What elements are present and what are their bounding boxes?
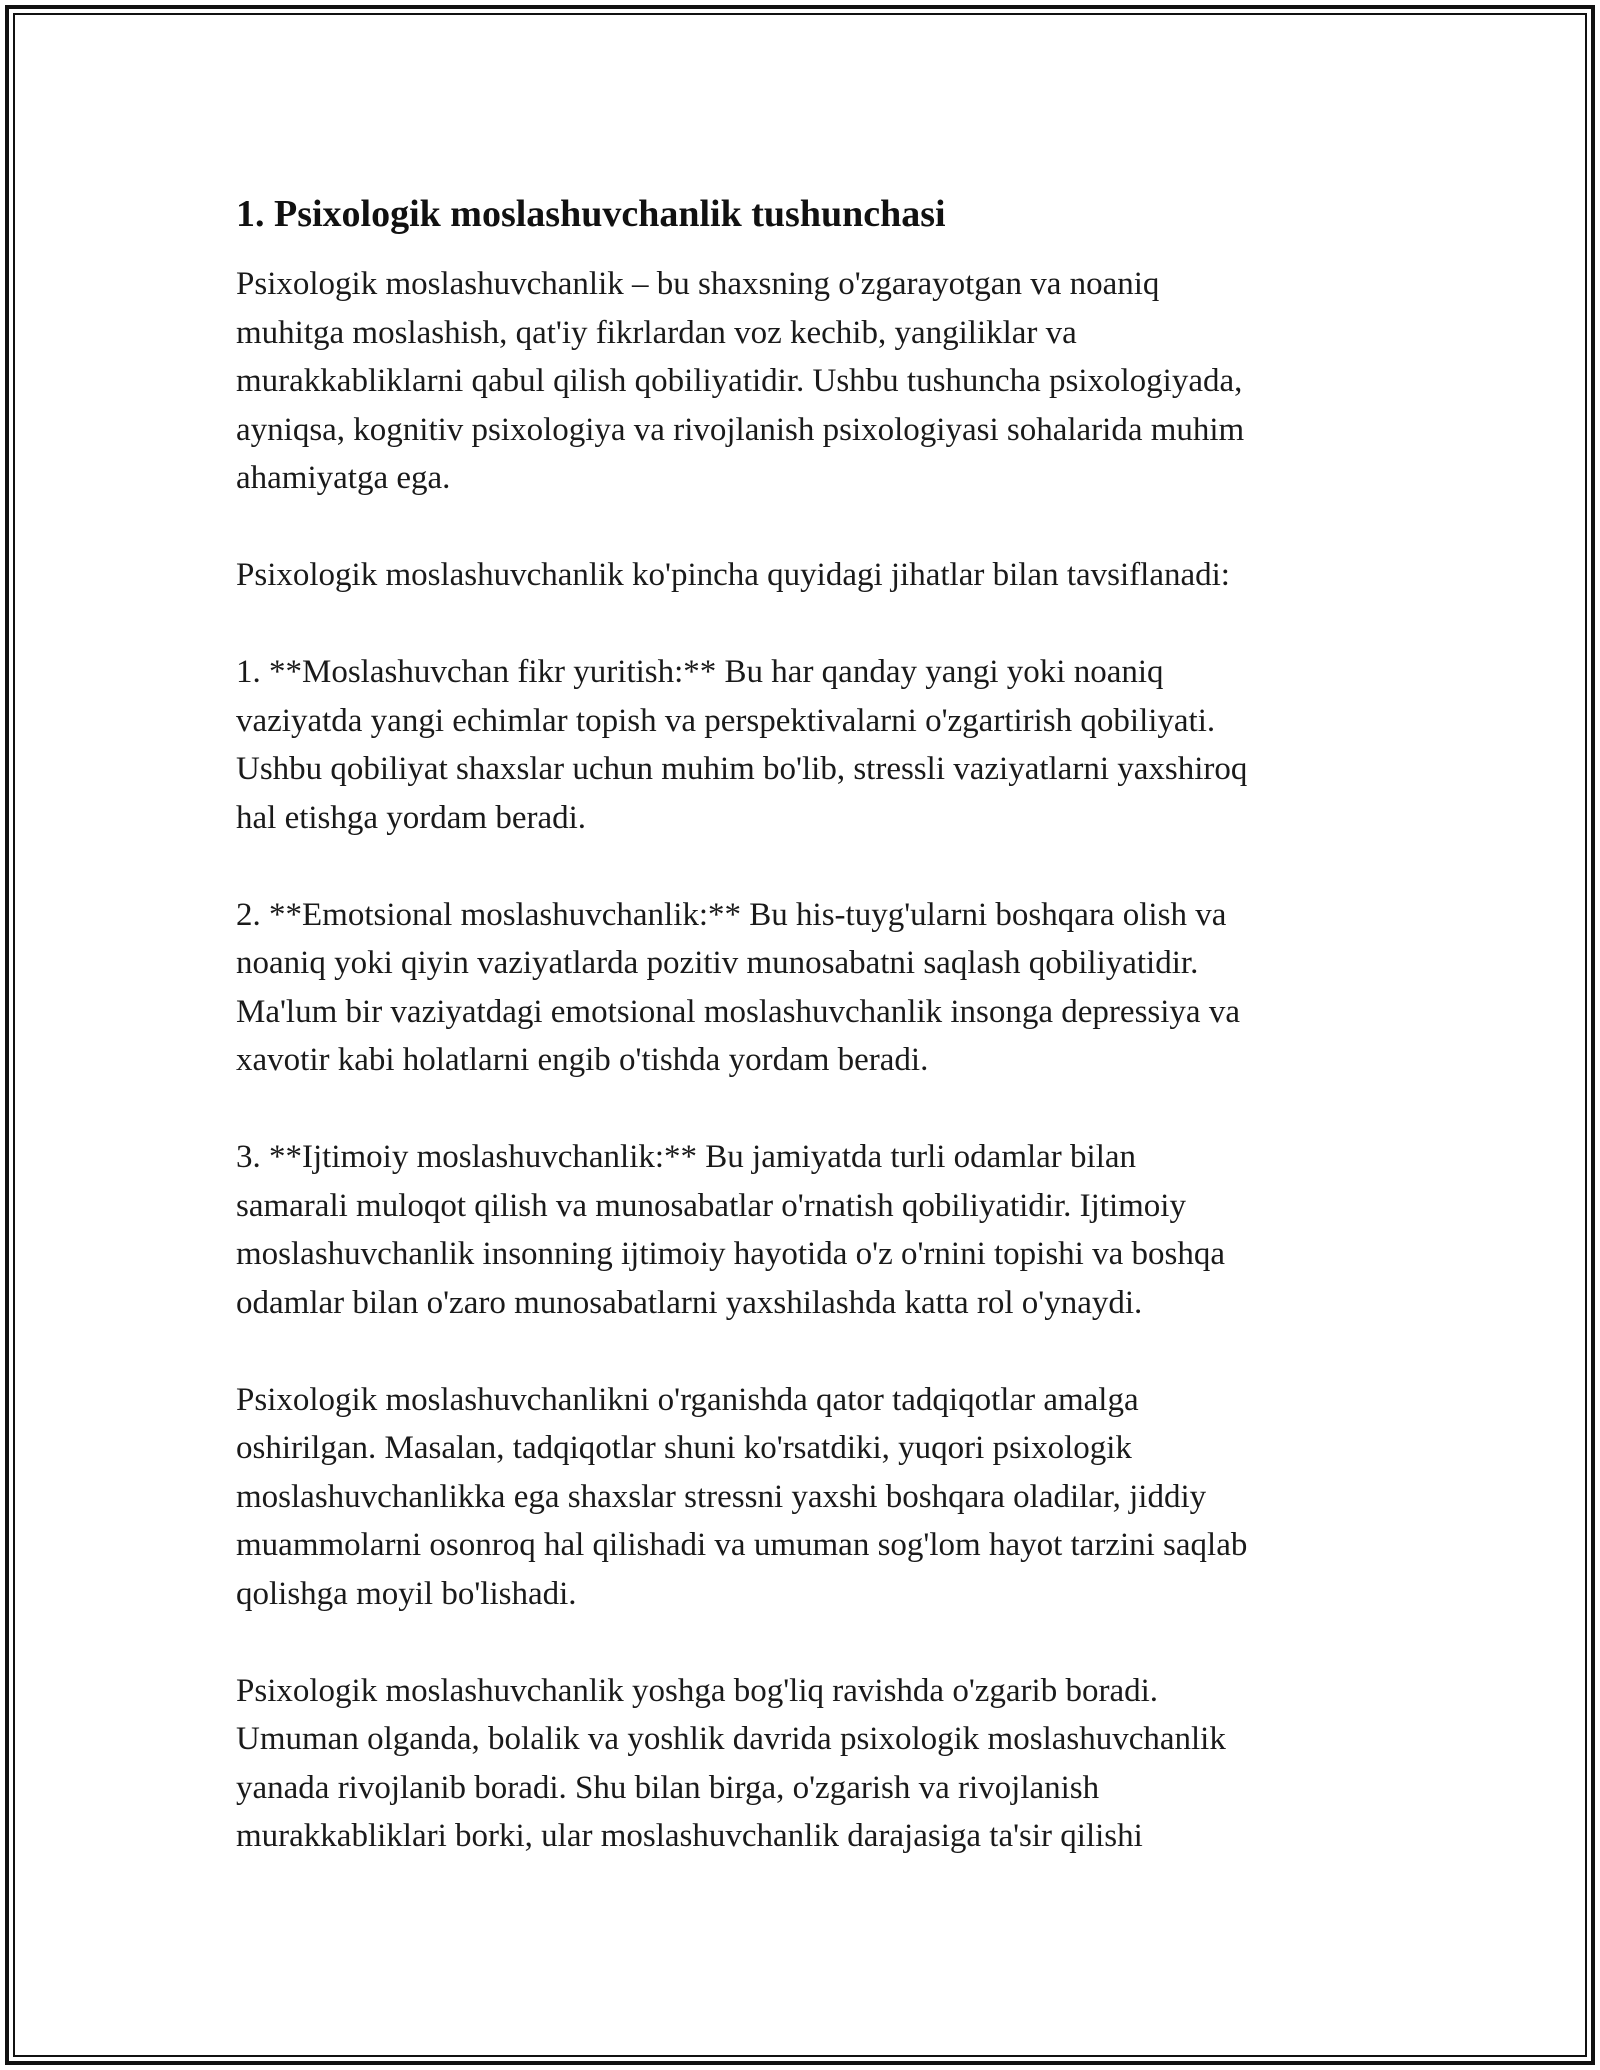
text-line: murakkabliklari borki, ular moslashuvchanlik darajasiga ta'sir qilishi <box>236 1818 1143 1854</box>
paragraph-intro-list <box>236 551 1386 600</box>
paragraph-item-2 <box>236 891 1386 1085</box>
text-line: qolishga moyil bo'lishadi. <box>236 1575 577 1612</box>
paragraph-definition <box>236 260 1386 503</box>
paragraph-age <box>236 1667 1386 1861</box>
text-line: 1. **Moslashuvchan fikr yuritish:** Bu har qanday yangi yoki noaniq <box>236 654 1164 690</box>
text-line: noaniq yoki qiyin vaziyatlarda pozitiv munosabatni saqlash qobiliyatidir. <box>236 945 1199 981</box>
paragraph-research <box>236 1376 1386 1619</box>
text-line: ahamiyatga ega. <box>236 460 451 496</box>
text-line: yanada rivojlanib boradi. Shu bilan birga, o'zgarish va rivojlanish <box>236 1769 1100 1806</box>
text-line: vaziyatda yangi echimlar topish va perspektivalarni o'zgartirish qobiliyati. <box>236 702 1216 739</box>
text-line: oshirilgan. Masalan, tadqiqotlar shuni ko'rsatdiki, yuqori psixologik <box>236 1430 1132 1466</box>
text-line: ayniqsa, kognitiv psixologiya va rivojlanish psixologiyasi sohalarida muhim <box>236 411 1245 448</box>
text-line: Ma'lum bir vaziyatdagi emotsional moslashuvchanlik insonga depressiya va <box>236 993 1240 1030</box>
text-line: xavotir kabi holatlarni engib o'tishda yordam beradi. <box>236 1042 929 1078</box>
text-line: muhitga moslashish, qat'iy fikrlardan voz kechib, yangiliklar va <box>236 314 1077 351</box>
text-line: Psixologik moslashuvchanlikni o'rganishda qator tadqiqotlar amalga <box>236 1381 1139 1418</box>
paragraph-item-1 <box>236 648 1386 842</box>
text-line: murakkabliklarni qabul qilish qobiliyatidir. Ushbu tushuncha psixologiyada, <box>236 363 1243 399</box>
text-line: Umuman olganda, bolalik va yoshlik davrida psixologik moslashuvchanlik <box>236 1721 1226 1757</box>
text-line: Ushbu qobiliyat shaxslar uchun muhim bo'lib, stressli vaziyatlarni yaxshiroq <box>236 751 1248 787</box>
text-line: odamlar bilan o'zaro munosabatlarni yaxshilashda katta rol o'ynaydi. <box>236 1284 1143 1321</box>
text-line: muammolarni osonroq hal qilishadi va umuman sog'lom hayot tarzini saqlab <box>236 1527 1248 1563</box>
section-heading: 1. Psixologik moslashuvchanlik tushunchasi <box>236 193 946 235</box>
text-line: moslashuvchanlik insonning ijtimoiy hayotida o'z o'rnini topishi va boshqa <box>236 1236 1225 1272</box>
text-line: hal etishga yordam beradi. <box>236 799 587 836</box>
paragraph-item-3 <box>236 1133 1386 1327</box>
text-line: Psixologik moslashuvchanlik – bu shaxsning o'zgarayotgan va noaniq <box>236 266 1160 302</box>
text-line: 2. **Emotsional moslashuvchanlik:** Bu his-tuyg'ularni boshqara olish va <box>236 896 1227 933</box>
text-line: samarali muloqot qilish va munosabatlar o'rnatish qobiliyatidir. Ijtimoiy <box>236 1187 1186 1224</box>
text-line: Psixologik moslashuvchanlik yoshga bog'liq ravishda o'zgarib boradi. <box>236 1672 1159 1709</box>
text-line: Psixologik moslashuvchanlik ko'pincha quyidagi jihatlar bilan tavsiflanadi: <box>236 557 1230 593</box>
document-body <box>236 186 1386 1909</box>
text-line: 3. **Ijtimoiy moslashuvchanlik:** Bu jamiyatda turli odamlar bilan <box>236 1139 1137 1175</box>
text-line: moslashuvchanlikka ega shaxslar stressni yaxshi boshqara oladilar, jiddiy <box>236 1478 1207 1515</box>
